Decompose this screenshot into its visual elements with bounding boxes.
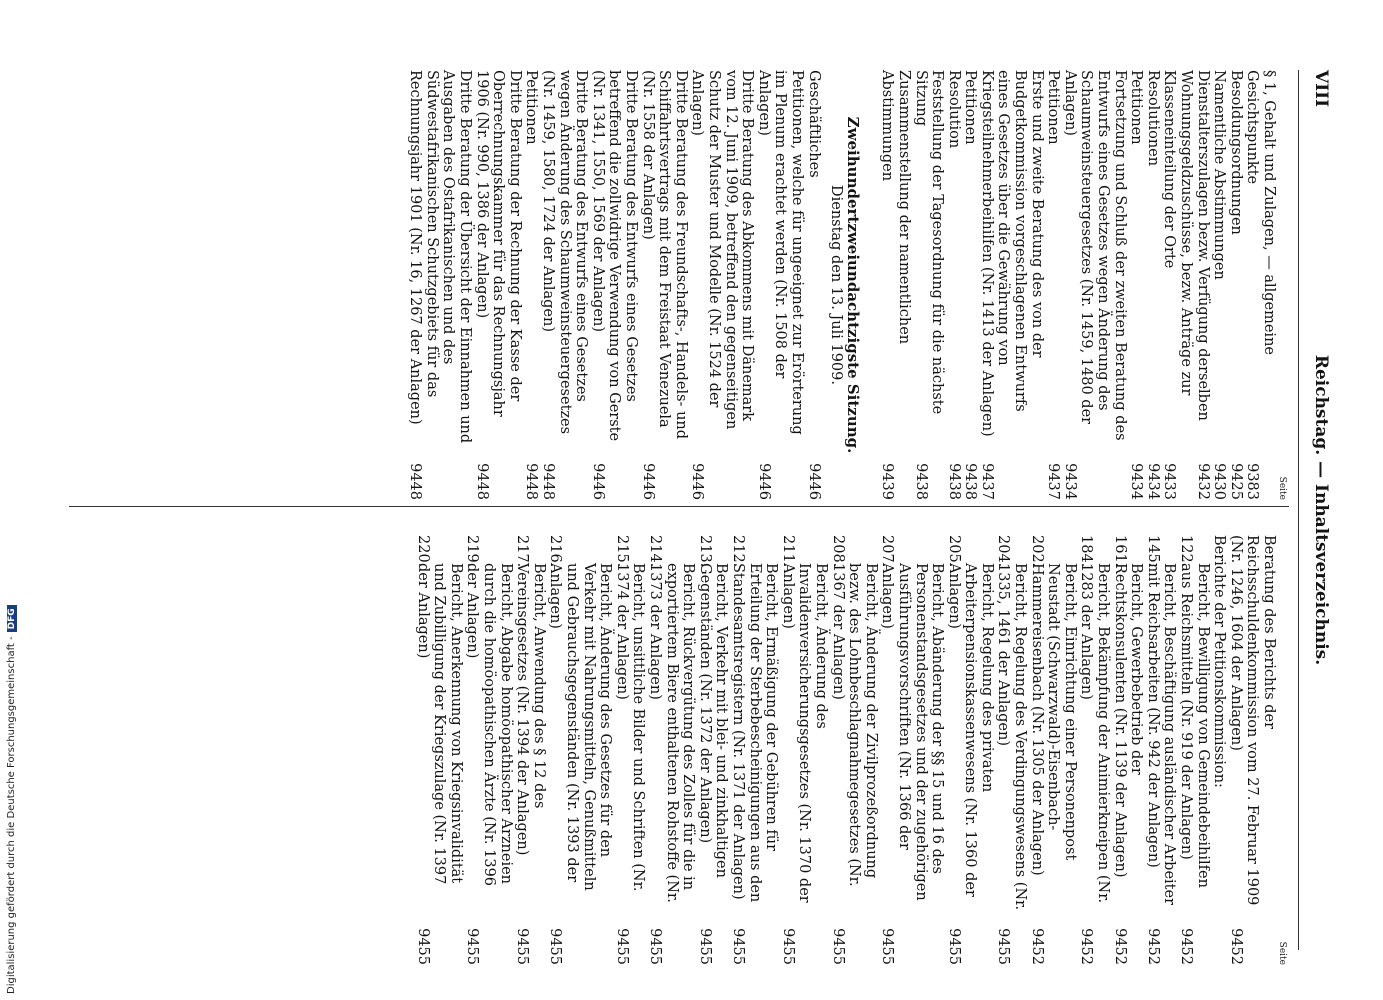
toc-entry — [1111, 535, 1144, 965]
entry-page: 9437 — [978, 463, 995, 500]
entry-page: 9432 — [1194, 463, 1211, 500]
toc-entry — [414, 535, 464, 965]
toc-entry — [995, 535, 1028, 965]
entry-text: Bericht, Änderung des Gesetzes für den Verkehr mit Nahrungsmitteln, Genußmitteln und Gebrauchsgegenständen (Nr. 1393 der Anlagen) — [547, 563, 614, 891]
entry-page: 9455 — [995, 928, 1012, 965]
entry-page: 9446 — [755, 463, 772, 500]
entry-text: Bericht, Abgabe homöopathischer Arzneien durch die homöopathischen Ärzte (Nr. 1396 der Anlagen) — [464, 563, 514, 887]
toc-entry — [1194, 70, 1211, 500]
toc-entry — [1244, 70, 1277, 500]
entry-page: 9437 — [1045, 463, 1062, 500]
entry-text: Bericht, Rückvergütung des Zolles für die in exportiertem Biere enthaltenen Rohstoffe (Nr. 1373 der Anlagen) — [647, 563, 697, 903]
entry-text: Dritte Beratung der Rechnung der Kasse der Oberrechnungskammer für das Rechnungsjahr 1906 (Nr. 990, 1386 der Anlagen) — [473, 70, 523, 417]
entry-text: Beratung des Berichts der Reichsschuldenkommission vom 27. Februar 1909 (Nr. 1246, 1604 der Anlagen) — [1227, 535, 1277, 906]
left-entries-a — [879, 70, 1277, 500]
toc-entry — [879, 70, 912, 500]
report-number: 214. — [647, 535, 664, 568]
entry-page: 9434 — [1061, 463, 1078, 500]
report-number: 216. — [547, 535, 564, 568]
toc-entry — [1211, 70, 1228, 500]
toc-entry — [1227, 535, 1277, 965]
entry-text: Dritte Beratung des Freundschafts-, Handels- und Schiffahrtsvertrags mit dem Freistaat Venezuela (Nr. 1558 der Anlagen) — [639, 70, 689, 440]
left-entries-b — [407, 70, 822, 500]
entry-page: 9446 — [805, 463, 822, 500]
entry-text: Bericht, Regelung des Verdingungswesens (Nr. 1335, 1461 der Anlagen) — [995, 563, 1029, 911]
session-date: Dienstag den 13. Juli 1909. — [828, 184, 845, 385]
entry-text: Namentliche Abstimmungen — [1211, 70, 1228, 280]
report-number: 208. — [829, 535, 846, 568]
entry-page: 9455 — [779, 928, 796, 965]
entry-page: 9438 — [945, 463, 962, 500]
toc-entry — [1144, 535, 1177, 965]
page-title: Reichstag. — Inhaltsverzeichnis. — [1311, 354, 1331, 666]
entry-text: Dritte Beratung der Übersicht der Einnahmen und Ausgaben des Ostafrikanischen und des Südwestafrikanischen Schutzgebiets für das Rechnungsjahr 1901 (Nr. 16, 1267 der Anlagen) — [407, 70, 474, 444]
entry-text: Feststellung der Tagesordnung für die nächste Sitzung — [912, 70, 946, 415]
toc-entry — [779, 535, 829, 965]
entry-page: 9438 — [912, 463, 929, 500]
toc-entry — [962, 70, 979, 500]
entry-text: Bericht, Änderung des Invalidenversicherungsgesetzes (Nr. 1370 der Anlagen) — [779, 563, 829, 903]
entry-text: Erste und zweite Beratung des von der Budgetkommission vorgeschlagenen Entwurfs eines Gesetzes über die Gewährung von Kriegsteilnehmerbeihilfen (Nr. 1413 der Anlagen) — [978, 70, 1045, 437]
entry-text: § 1, Gehalt und Zulagen, — allgemeine Gesichtspunkte — [1244, 70, 1277, 355]
toc-entry — [589, 70, 639, 500]
entry-page: 9446 — [639, 463, 656, 500]
entry-page: 9455 — [730, 928, 746, 965]
entry-page: 9446 — [589, 463, 606, 500]
toc-entry — [829, 535, 879, 965]
entry-page: 9446 — [689, 463, 706, 500]
toc-entry — [696, 535, 729, 965]
toc-entry — [1161, 70, 1194, 500]
entry-text: Fortsetzung und Schluß der zweiten Beratung des Entwurfs eines Gesetzes wegen Änderung des Schaumweinsteuergesetzes (Nr. 1459, 1480 der Anlagen) — [1061, 70, 1128, 441]
left-column — [407, 70, 1287, 500]
entry-page: 9439 — [879, 463, 896, 500]
report-number: 213. — [696, 535, 713, 568]
toc-entry — [1177, 535, 1210, 965]
toc-entry — [473, 70, 523, 500]
report-number: 145. — [1144, 535, 1161, 568]
right-column — [414, 535, 1287, 965]
report-number: 122. — [1178, 535, 1195, 568]
report-number: 212. — [730, 535, 746, 568]
entry-text: Bericht, Bewilligung von Gemeindebeihilfen aus Reichsmitteln (Nr. 919 der Anlagen) — [1178, 563, 1211, 888]
report-number: 220. — [414, 535, 431, 568]
entry-text: Bericht, Abänderung der §§ 15 und 16 des Personenstandsgesetzes und der zugehörigen Ausführungsvorschriften (Nr. 1366 der Anlagen) — [879, 563, 946, 901]
entry-text: Bericht, Regelung des privaten Arbeiterpensionskassenwesens (Nr. 1360 der Anlagen) — [945, 563, 995, 897]
session-title: Zweihundertzweiundachtzigste Sitzung. — [843, 116, 862, 454]
dfg-logo: DFG — [7, 605, 17, 632]
report-number: 217. — [514, 535, 531, 568]
toc-entry — [613, 535, 646, 965]
entry-page: 9448 — [540, 463, 557, 500]
toc-entry — [646, 535, 696, 965]
entry-page: 9430 — [1211, 463, 1228, 500]
toc-entry — [1045, 70, 1062, 500]
toc-entry — [464, 535, 514, 965]
entry-page: 9452 — [1227, 928, 1244, 965]
toc-entry — [523, 70, 540, 500]
entry-text: Bericht, Verkehr mit blei- und zinkhaltigen Gegenständen (Nr. 1372 der Anlagen) — [696, 563, 730, 878]
entry-text: Berichte der Petitionskommission: — [1211, 535, 1228, 788]
entry-text: Geschäftliches — [805, 70, 822, 178]
header-rule — [1298, 70, 1299, 950]
entry-text: Zusammenstellung der namentlichen Abstimmungen — [879, 70, 912, 345]
toc-entry — [639, 70, 689, 500]
toc-entry — [547, 535, 613, 965]
running-header — [1303, 70, 1331, 950]
toc-entry — [978, 70, 1044, 500]
entry-page: 9452 — [1111, 928, 1128, 965]
entry-page: 9452 — [1078, 928, 1095, 965]
entry-text: Petitionen — [523, 70, 540, 145]
entry-text: Wohnungsgeldzuschüsse, bezw. Anträge zur Klasseneinteilung der Orte — [1161, 70, 1195, 396]
toc-entry — [1128, 70, 1145, 500]
entry-text: Bericht, Anerkennung von Kriegsinvalidität und Zubilligung der Kriegszulage (Nr. 1397 der Anlagen) — [414, 563, 464, 885]
entry-page: 9434 — [1128, 463, 1145, 500]
entry-text: Petitionen — [1128, 70, 1145, 145]
toc-entry — [945, 535, 995, 965]
footer-credit — [6, 4, 20, 994]
entry-page: 9433 — [1161, 463, 1178, 500]
entry-text: Resolution — [945, 70, 962, 149]
entry-text: Resolutionen — [1144, 70, 1161, 167]
entry-page: 9455 — [647, 928, 664, 965]
entry-page: 9434 — [1144, 463, 1161, 500]
entry-text: Dritte Beratung des Entwurfs eines Gesetzes betreffend die zollwidrige Verwendung von Gerste (Nr. 1341, 1550, 1569 der Anlagen) — [589, 70, 640, 442]
toc-entry — [912, 70, 945, 500]
toc-entry — [514, 535, 547, 965]
entry-page: 9448 — [407, 463, 424, 500]
entry-page: 9455 — [829, 928, 846, 965]
toc-entry — [1211, 535, 1228, 965]
right-report-entries — [414, 535, 1211, 965]
toc-entry — [407, 70, 473, 500]
entry-text: Petitionen — [1045, 70, 1062, 145]
toc-entry — [689, 70, 755, 500]
entry-page: 9452 — [1028, 928, 1045, 965]
entry-text: Bericht, Einrichtung einer Personenpost Neustadt (Schwarzwald)-Eisenbach-Hammereisenbach (Nr. 1305 der Anlagen) — [1028, 563, 1078, 876]
entry-text: Bericht, Gewerbebetrieb der Rechtskonsulenten (Nr. 1139 der Anlagen) — [1111, 563, 1145, 878]
entry-text: Bericht, Anwendung des § 12 des Vereinsgesetzes (Nr. 1394 der Anlagen) — [514, 563, 547, 856]
report-number: 161. — [1111, 535, 1128, 568]
toc-entry — [1227, 70, 1244, 500]
footer-text: Digitalisierung gefördert durch die Deutsche Forschungsgemeinschaft - — [6, 636, 17, 994]
page-number: VIII — [1311, 70, 1331, 108]
entry-page: 9452 — [1178, 928, 1195, 965]
entry-page: 9455 — [613, 928, 630, 965]
toc-entry — [755, 70, 805, 500]
entry-page: 9455 — [879, 928, 896, 965]
report-number: 202. — [1028, 535, 1045, 568]
entry-page: 9452 — [1144, 928, 1161, 965]
entry-page: 9455 — [414, 928, 431, 965]
right-intro-entries — [1211, 535, 1277, 965]
toc-entry — [1078, 535, 1111, 965]
seite-label: Seite — [1277, 941, 1287, 965]
toc-entry — [539, 70, 589, 500]
report-number: 215. — [613, 535, 630, 568]
entry-text: Bericht, Änderung der Zivilprozeßordnung bezw. des Lohnbeschlagnahmegesetzes (Nr. 1367 der Anlagen) — [829, 563, 879, 887]
entry-text: Dienstalterszulagen bezw. Verfügung derselben — [1194, 70, 1211, 421]
entry-page: 9438 — [962, 463, 979, 500]
entry-page: 9455 — [464, 928, 481, 965]
entry-page: 9448 — [523, 463, 540, 500]
toc-entry — [1144, 70, 1161, 500]
entry-page: 9455 — [696, 928, 713, 965]
entry-page: 9425 — [1227, 463, 1244, 500]
entry-page: 9455 — [945, 928, 962, 965]
report-number: 219. — [464, 535, 481, 568]
entry-text: Bericht, Ermäßigung der Gebühren für Erteilung der Sterbebescheinigungen aus den Standesamtsregistern (Nr. 1371 der Anlagen) — [730, 563, 780, 903]
entry-text: Bericht, unsittliche Bilder und Schriften (Nr. 1374 der Anlagen) — [613, 563, 647, 892]
toc-entry — [729, 535, 779, 965]
toc-entry — [879, 535, 945, 965]
entry-page: 9455 — [547, 928, 564, 965]
report-number: 207. — [879, 535, 896, 568]
entry-text: Dritte Beratung des Abkommens mit Dänemark vom 12. Juni 1909, betreffend den gegenseitigen Schutz der Muster und Modelle (Nr. 1524 der Anlagen) — [689, 70, 756, 430]
entry-page: 9455 — [514, 928, 531, 965]
entry-text: Bericht, Beschäftigung ausländischer Arbeiter mit Reichsarbeiten (Nr. 942 der Anlagen) — [1144, 563, 1178, 906]
toc-entry — [1061, 70, 1127, 500]
entry-text: Besoldungsordnungen — [1227, 70, 1244, 235]
toc-entry — [1028, 535, 1078, 965]
entry-text: Petitionen — [962, 70, 979, 145]
report-number: 211. — [779, 535, 796, 568]
entry-page: 9448 — [473, 463, 490, 500]
toc-entry — [945, 70, 962, 500]
column-divider — [69, 506, 1289, 507]
report-number: 205. — [945, 535, 962, 568]
seite-label: Seite — [1277, 476, 1287, 500]
report-number: 184. — [1078, 535, 1095, 568]
entry-page: 9383 — [1244, 463, 1261, 500]
report-number: 204. — [995, 535, 1012, 568]
entry-text: Petitionen, welche für ungeeignet zur Erörterung im Plenum erachtet werden (Nr. 1508 der Anlagen) — [755, 70, 805, 435]
toc-entry — [805, 70, 822, 500]
entry-text: Dritte Beratung des Entwurfs eines Gesetzes wegen Änderung des Schaumweinsteuergesetzes (Nr. 1459, 1580, 1724 der Anlagen) — [540, 70, 590, 435]
entry-text: Bericht, Bekämpfung der Animierkneipen (Nr. 1283 der Anlagen) — [1078, 563, 1112, 904]
